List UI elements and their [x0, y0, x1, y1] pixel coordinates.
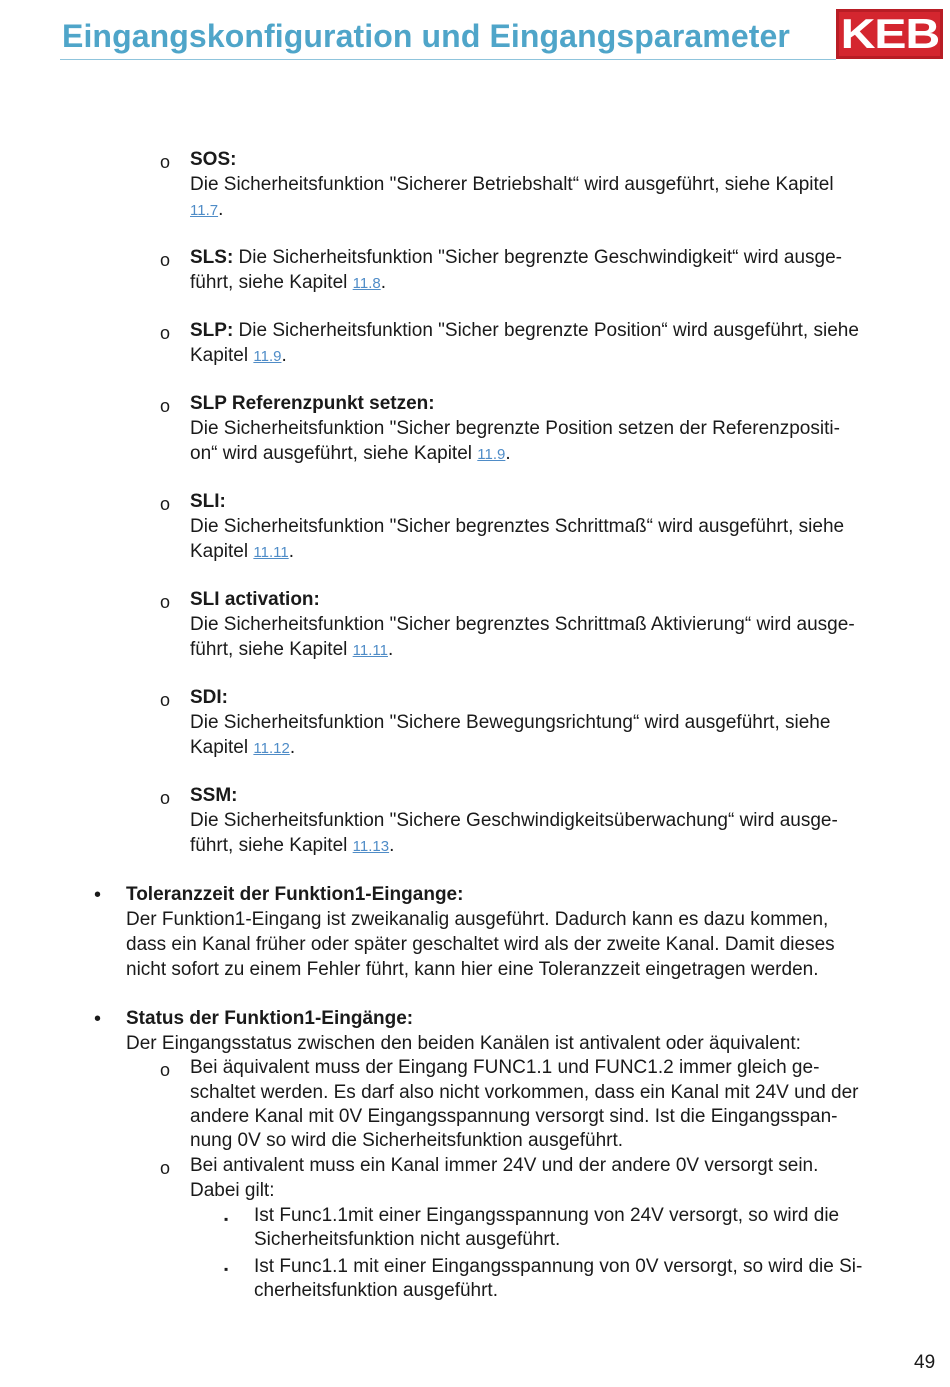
circle-bullet-icon: o	[160, 1060, 171, 1080]
item-label: SLP:	[190, 320, 234, 341]
circle-bullet-icon: o	[160, 690, 171, 710]
paragraph-line: nicht sofort zu einem Fehler führt, kann hier eine Toleranzzeit eingetragen werden.	[126, 959, 819, 980]
section-heading: Status der Funktion1-Eingänge:	[126, 1008, 414, 1029]
bullet-icon: •	[94, 1008, 102, 1030]
paragraph-line: nung 0V so wird die Sicherheitsfunktion ausgeführt.	[190, 1130, 624, 1151]
circle-bullet-icon: o	[160, 788, 171, 808]
chapter-link[interactable]: 11.12	[253, 740, 290, 757]
square-bullet-icon: ▪	[224, 1212, 229, 1226]
circle-bullet-icon: o	[160, 1158, 171, 1178]
circle-bullet-icon: o	[160, 152, 171, 172]
circle-bullet-icon: o	[160, 592, 171, 612]
item-label: SDI:	[190, 687, 228, 708]
chapter-link[interactable]: 11.13	[352, 838, 390, 855]
paragraph-line: dass ein Kanal früher oder später geschaltet wird als der zweite Kanal. Damit dieses	[126, 934, 835, 955]
item-text: Die Sicherheitsfunktion "Sicher begrenzte Geschwindigkeit“ wird ausge-	[233, 247, 842, 268]
chapter-link[interactable]: 11.9	[253, 348, 282, 365]
circle-bullet-icon: o	[160, 396, 171, 416]
header-divider	[60, 59, 836, 60]
item-label: SOS:	[190, 149, 237, 170]
page-number: 49	[914, 1352, 936, 1373]
paragraph-line: Der Eingangsstatus zwischen den beiden Kanälen ist antivalent oder äquivalent:	[126, 1033, 801, 1054]
keb-logo: KEB	[836, 9, 943, 59]
paragraph-line: Der Funktion1-Eingang ist zweikanalig ausgeführt. Dadurch kann es dazu kommen,	[126, 909, 829, 930]
item-text: Die Sicherheitsfunktion "Sichere Bewegungsrichtung“ wird ausgeführt, siehe	[190, 712, 831, 733]
chapter-link[interactable]: 11.11	[253, 544, 289, 561]
paragraph-line: Dabei gilt:	[190, 1180, 275, 1201]
square-bullet-icon: ▪	[224, 1262, 229, 1276]
item-text: Die Sicherheitsfunktion "Sicher begrenztes Schrittmaß Aktivierung“ wird ausge-	[190, 614, 855, 635]
page-title: Eingangskonfiguration und Eingangsparameter	[62, 18, 790, 54]
chapter-link[interactable]: 11.7	[190, 202, 219, 219]
item-label: SSM:	[190, 785, 238, 806]
item-text: Die Sicherheitsfunktion "Sicher begrenzte Position“ wird ausgeführt, siehe	[233, 320, 859, 341]
chapter-link[interactable]: 11.11	[352, 642, 388, 659]
circle-bullet-icon: o	[160, 494, 171, 514]
chapter-link[interactable]: 11.8	[352, 275, 381, 292]
item-text: Die Sicherheitsfunktion "Sicher begrenztes Schrittmaß“ wird ausgeführt, siehe	[190, 516, 845, 537]
paragraph-line: schaltet werden. Es darf also nicht vorkommen, dass ein Kanal mit 24V und der	[190, 1082, 859, 1103]
paragraph-line: Bei äquivalent muss der Eingang FUNC1.1 und FUNC1.2 immer gleich ge-	[190, 1057, 820, 1078]
paragraph-line: Sicherheitsfunktion nicht ausgeführt.	[254, 1229, 561, 1250]
paragraph-line: Ist Func1.1 mit einer Eingangsspannung von 0V versorgt, so wird die Si-	[254, 1256, 863, 1277]
item-label: SLP Referenzpunkt setzen:	[190, 393, 435, 414]
chapter-link[interactable]: 11.9	[477, 446, 506, 463]
bullet-icon: •	[94, 884, 102, 906]
item-label: SLS:	[190, 247, 234, 268]
item-label: SLI activation:	[190, 589, 320, 610]
section-heading: Toleranzzeit der Funktion1-Eingange:	[126, 884, 464, 905]
item-text: Die Sicherheitsfunktion "Sicherer Betriebshalt“ wird ausgeführt, siehe Kapitel	[190, 174, 834, 195]
circle-bullet-icon: o	[160, 250, 171, 270]
circle-bullet-icon: o	[160, 323, 171, 343]
paragraph-line: cherheitsfunktion ausgeführt.	[254, 1280, 498, 1301]
item-text: Die Sicherheitsfunktion "Sichere Geschwindigkeitsüberwachung“ wird ausge-	[190, 810, 838, 831]
paragraph-line: andere Kanal mit 0V Eingangsspannung versorgt sind. Ist die Eingangsspan-	[190, 1106, 838, 1127]
item-text: Die Sicherheitsfunktion "Sicher begrenzte Position setzen der Referenzpositi-	[190, 418, 840, 439]
paragraph-line: Ist Func1.1mit einer Eingangsspannung von 24V versorgt, so wird die	[254, 1205, 840, 1226]
paragraph-line: Bei antivalent muss ein Kanal immer 24V und der andere 0V versorgt sein.	[190, 1155, 819, 1176]
item-label: SLI:	[190, 491, 226, 512]
